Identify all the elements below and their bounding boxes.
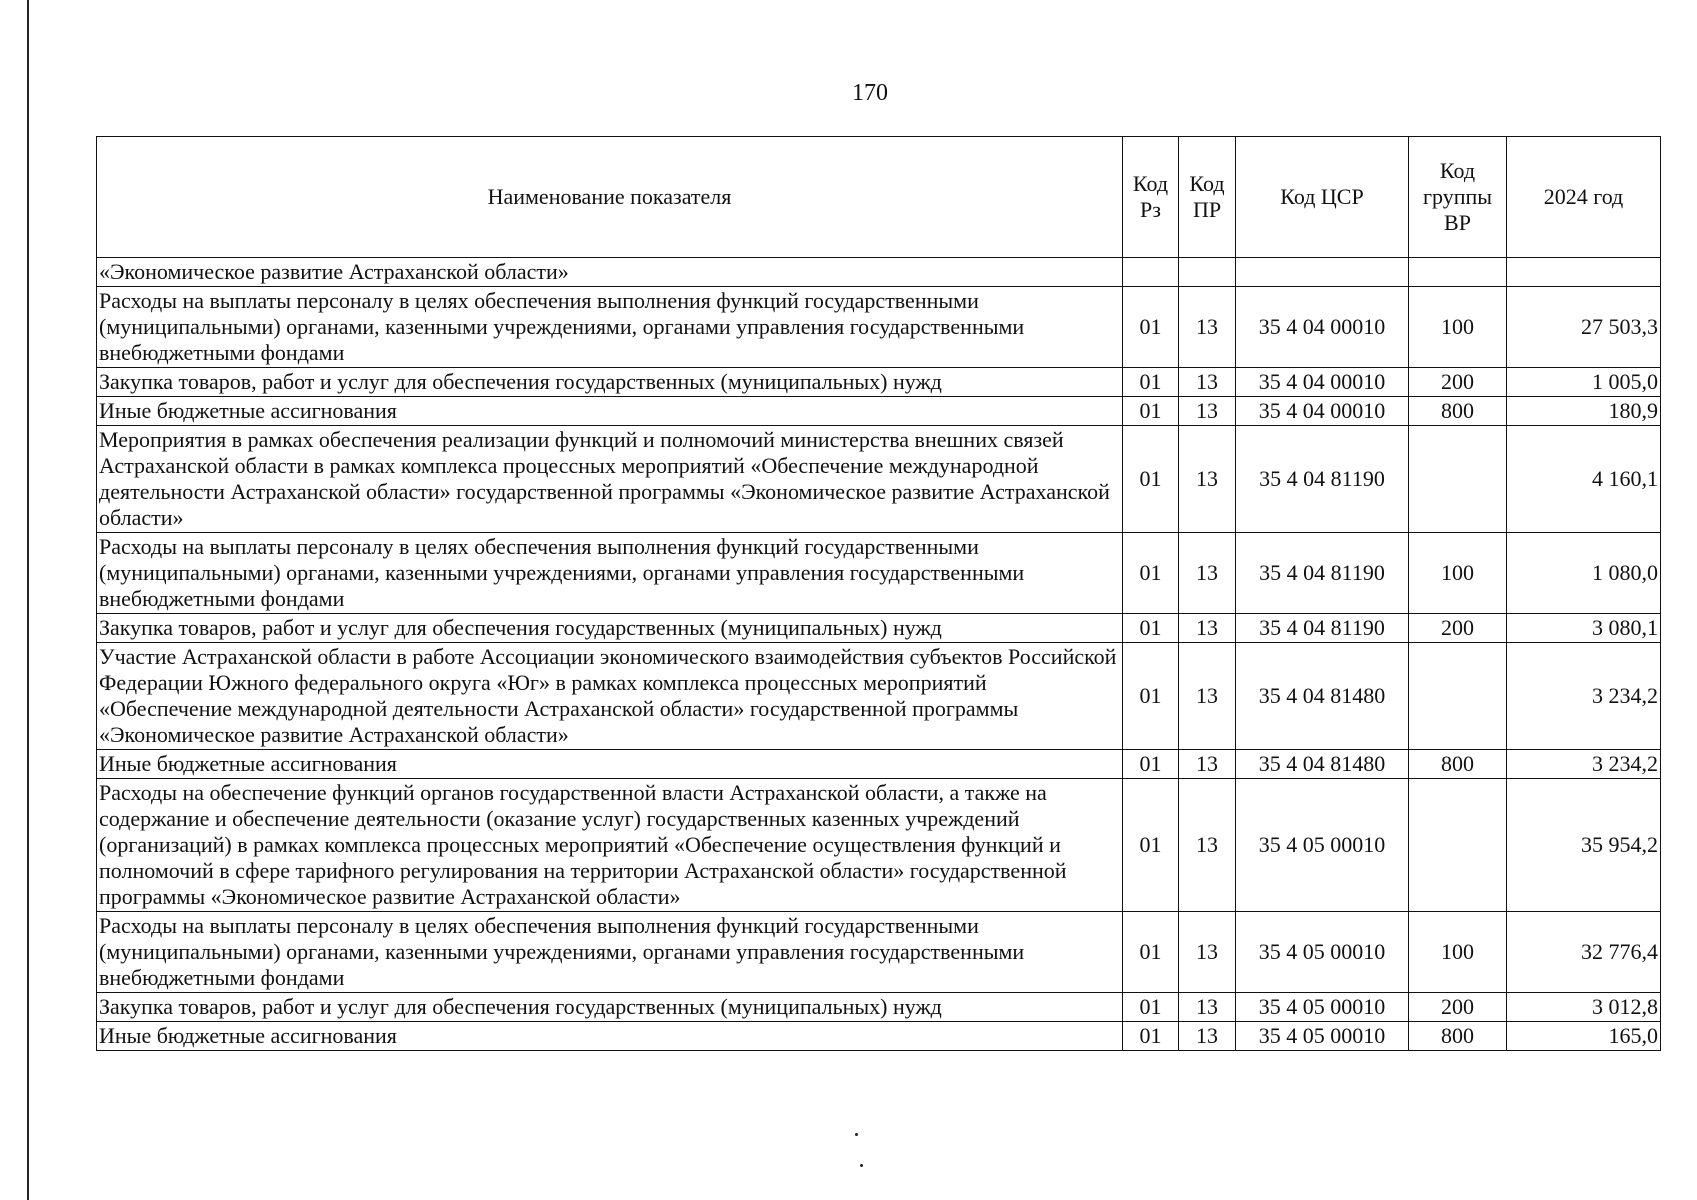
row-name: Мероприятия в рамках обеспечения реализации функций и полномочий министерства внешних связей Астраханской области в рамках комплекса процессных мероприятий «Обеспечение международной деятельности Астраханской области» государственной программы «Экономическое развитие Астраханской области» <box>97 426 1123 533</box>
table-row <box>97 1022 1661 1051</box>
row-vr <box>1409 779 1507 912</box>
row-csr: 35 4 04 81190 <box>1236 614 1409 643</box>
row-vr: 800 <box>1409 750 1507 779</box>
row-rz: 01 <box>1123 533 1179 614</box>
row-csr: 35 4 04 00010 <box>1236 287 1409 368</box>
table-header <box>97 137 1661 258</box>
row-csr: 35 4 04 81480 <box>1236 643 1409 750</box>
row-csr: 35 4 04 81190 <box>1236 533 1409 614</box>
row-amount: 32 776,4 <box>1507 912 1661 993</box>
table-row <box>97 368 1661 397</box>
row-vr <box>1409 258 1507 287</box>
row-csr: 35 4 05 00010 <box>1236 993 1409 1022</box>
table-row <box>97 750 1661 779</box>
row-pr: 13 <box>1179 1022 1236 1051</box>
row-vr: 200 <box>1409 614 1507 643</box>
row-pr: 13 <box>1179 912 1236 993</box>
table-row <box>97 533 1661 614</box>
row-rz: 01 <box>1123 397 1179 426</box>
row-pr: 13 <box>1179 397 1236 426</box>
row-csr <box>1236 258 1409 287</box>
row-name: Иные бюджетные ассигнования <box>97 1022 1123 1051</box>
row-name: Участие Астраханской области в работе Ассоциации экономического взаимодействия субъектов Российской Федерации Южного федерального округа «Юг» в рамках комплекса процессных мероприятий «Обеспечение международной деятельности Астраханской области» государственной программы «Экономическое развитие Астраханской области» <box>97 643 1123 750</box>
row-csr: 35 4 04 00010 <box>1236 368 1409 397</box>
row-pr: 13 <box>1179 643 1236 750</box>
row-amount: 1 080,0 <box>1507 533 1661 614</box>
row-csr: 35 4 05 00010 <box>1236 1022 1409 1051</box>
scan-speck <box>860 1164 863 1167</box>
header-year: 2024 год <box>1507 137 1661 258</box>
table-row <box>97 287 1661 368</box>
header-pr: Код ПР <box>1179 137 1236 258</box>
budget-table <box>96 136 1661 1051</box>
row-name: Расходы на выплаты персоналу в целях обеспечения выполнения функций государственными (муниципальными) органами, казенными учреждениями, органами управления государственными внебюджетными фондами <box>97 912 1123 993</box>
row-rz: 01 <box>1123 426 1179 533</box>
row-vr: 800 <box>1409 397 1507 426</box>
row-rz: 01 <box>1123 643 1179 750</box>
row-name: «Экономическое развитие Астраханской области» <box>97 258 1123 287</box>
row-rz: 01 <box>1123 1022 1179 1051</box>
binding-line <box>27 0 29 1200</box>
table-row <box>97 426 1661 533</box>
row-amount: 3 080,1 <box>1507 614 1661 643</box>
table-row <box>97 643 1661 750</box>
row-pr: 13 <box>1179 287 1236 368</box>
table-body <box>97 258 1661 1051</box>
header-rz: Код Рз <box>1123 137 1179 258</box>
row-amount: 3 234,2 <box>1507 750 1661 779</box>
row-vr: 100 <box>1409 287 1507 368</box>
row-pr: 13 <box>1179 779 1236 912</box>
row-name: Закупка товаров, работ и услуг для обеспечения государственных (муниципальных) нужд <box>97 993 1123 1022</box>
row-name: Закупка товаров, работ и услуг для обеспечения государственных (муниципальных) нужд <box>97 614 1123 643</box>
row-amount: 165,0 <box>1507 1022 1661 1051</box>
row-name: Расходы на обеспечение функций органов государственной власти Астраханской области, а также на содержание и обеспечение деятельности (оказание услуг) государственных казенных учреждений (организаций) в рамках комплекса процессных мероприятий «Обеспечение осуществления функций и полномочий в сфере тарифного регулирования на территории Астраханской области» государственной программы «Экономическое развитие Астраханской области» <box>97 779 1123 912</box>
row-pr: 13 <box>1179 368 1236 397</box>
scan-speck <box>855 1133 858 1136</box>
row-amount <box>1507 258 1661 287</box>
row-csr: 35 4 04 00010 <box>1236 397 1409 426</box>
row-name: Иные бюджетные ассигнования <box>97 750 1123 779</box>
row-csr: 35 4 05 00010 <box>1236 779 1409 912</box>
row-amount: 35 954,2 <box>1507 779 1661 912</box>
row-csr: 35 4 04 81190 <box>1236 426 1409 533</box>
row-csr: 35 4 05 00010 <box>1236 912 1409 993</box>
row-rz: 01 <box>1123 912 1179 993</box>
row-amount: 3 012,8 <box>1507 993 1661 1022</box>
row-amount: 27 503,3 <box>1507 287 1661 368</box>
row-amount: 3 234,2 <box>1507 643 1661 750</box>
page-number: 170 <box>852 80 888 106</box>
row-amount: 1 005,0 <box>1507 368 1661 397</box>
row-pr: 13 <box>1179 750 1236 779</box>
header-vr: Код группы ВР <box>1409 137 1507 258</box>
row-pr <box>1179 258 1236 287</box>
table-row <box>97 993 1661 1022</box>
row-vr: 200 <box>1409 993 1507 1022</box>
row-name: Закупка товаров, работ и услуг для обеспечения государственных (муниципальных) нужд <box>97 368 1123 397</box>
table-row <box>97 614 1661 643</box>
row-pr: 13 <box>1179 533 1236 614</box>
table-row <box>97 397 1661 426</box>
header-csr: Код ЦСР <box>1236 137 1409 258</box>
row-csr: 35 4 04 81480 <box>1236 750 1409 779</box>
row-rz: 01 <box>1123 993 1179 1022</box>
table-row <box>97 779 1661 912</box>
row-rz: 01 <box>1123 750 1179 779</box>
row-rz: 01 <box>1123 368 1179 397</box>
row-amount: 180,9 <box>1507 397 1661 426</box>
row-name: Расходы на выплаты персоналу в целях обеспечения выполнения функций государственными (муниципальными) органами, казенными учреждениями, органами управления государственными внебюджетными фондами <box>97 287 1123 368</box>
table-row <box>97 912 1661 993</box>
row-pr: 13 <box>1179 614 1236 643</box>
row-vr <box>1409 643 1507 750</box>
row-rz <box>1123 258 1179 287</box>
row-name: Расходы на выплаты персоналу в целях обеспечения выполнения функций государственными (муниципальными) органами, казенными учреждениями, органами управления государственными внебюджетными фондами <box>97 533 1123 614</box>
row-rz: 01 <box>1123 287 1179 368</box>
header-name: Наименование показателя <box>97 137 1123 258</box>
row-vr: 800 <box>1409 1022 1507 1051</box>
row-rz: 01 <box>1123 614 1179 643</box>
row-amount: 4 160,1 <box>1507 426 1661 533</box>
row-vr: 200 <box>1409 368 1507 397</box>
row-vr: 100 <box>1409 533 1507 614</box>
row-pr: 13 <box>1179 993 1236 1022</box>
row-name: Иные бюджетные ассигнования <box>97 397 1123 426</box>
row-vr <box>1409 426 1507 533</box>
row-vr: 100 <box>1409 912 1507 993</box>
table-row <box>97 258 1661 287</box>
row-pr: 13 <box>1179 426 1236 533</box>
row-rz: 01 <box>1123 779 1179 912</box>
